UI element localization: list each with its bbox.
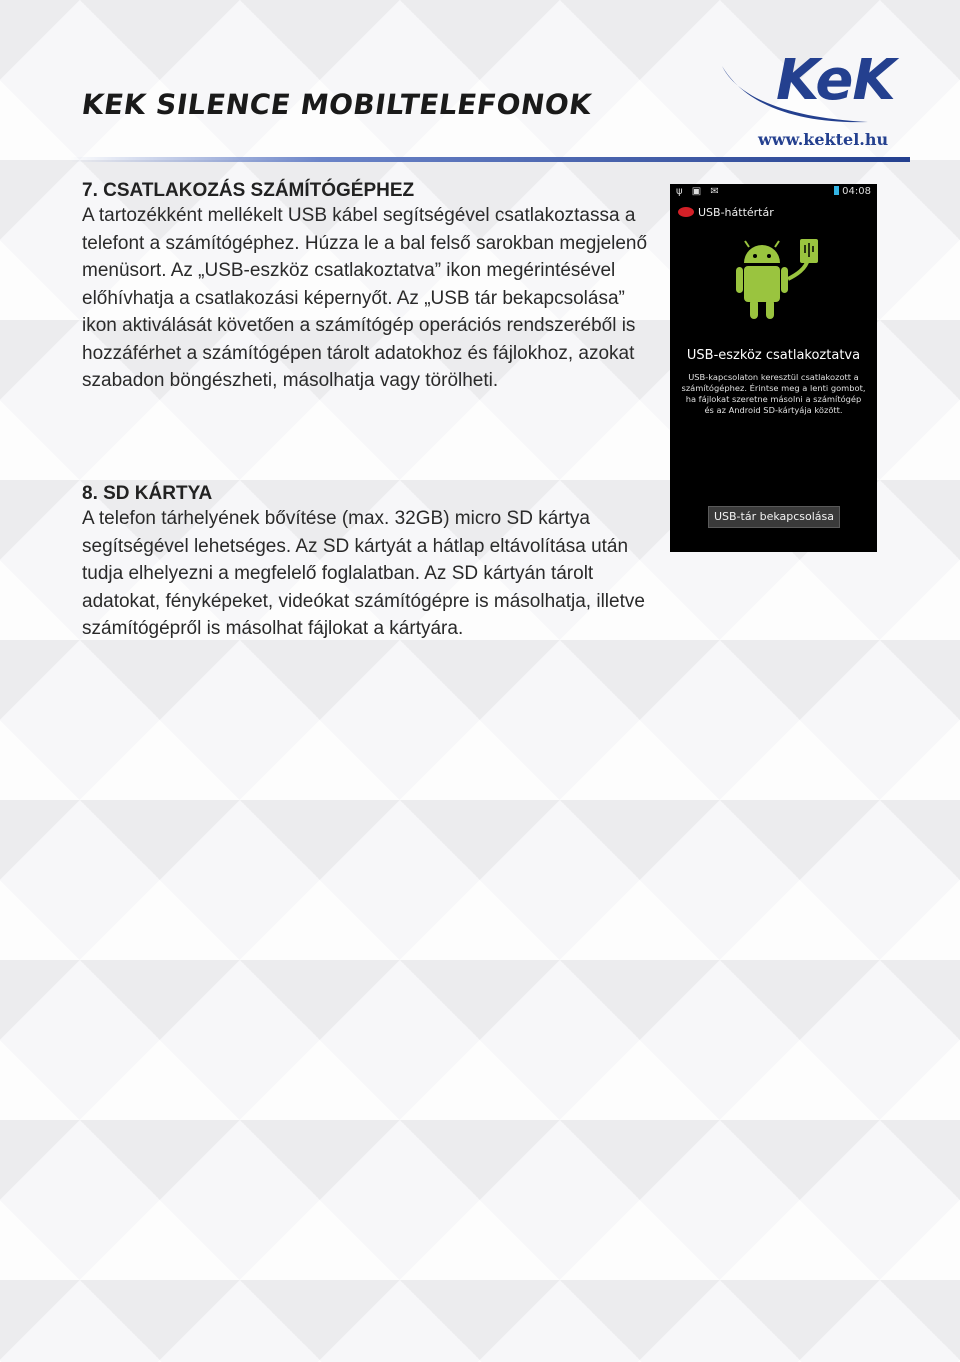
kek-logo [718, 48, 918, 158]
usb-storage-icon [678, 207, 694, 217]
screen-description: USB-kapcsolaton keresztül csatlakozott a számítógéphez. Érintse meg a lenti gombot, ha fájlokat szeretne másolni a számítógép és az Android SD-kártyája között. [681, 372, 866, 415]
header-divider [70, 157, 910, 162]
screen-title: USB-eszköz csatlakoztatva [686, 348, 861, 363]
section-body: A telefon tárhelyének bővítése (max. 32GB) micro SD kártya segítségével lehetséges. Az SD kártyát a hátlap eltávolítása után tudja elhelyezni a megfelelő foglalatban. Az SD kártyán tárolt adatokat, fényképeket, videókat számítógépre is másolhatja, illetve számítógépről is másolhat fájlokat a kártyára. [82, 508, 645, 639]
status-time: 04:08 [842, 186, 871, 197]
logo-wordmark: KeK [776, 48, 895, 113]
section-usb-connection [82, 180, 652, 395]
status-right [834, 186, 871, 197]
section-heading: 8. SD KÁRTYA [82, 483, 213, 504]
app-bar [678, 206, 774, 219]
section-body: A tartozékként mellékelt USB kábel segítségével csatlakoztassa a telefont a számítógéphez. Húzza le a bal felső sarokban megjelenő menüsort. Az „USB-eszköz csatlakoztatva” ikon megérintésével előhívhatja a csatlakozási képernyőt. Az „USB tár bekapcsolása” ikon aktiválását követően a számítógép operációs rendszeréből is hozzáférhet a számítógépen tárolt adatokhoz és fájlokhoz, azokat szabadon böngészheti, másolhatja vagy törölheti. [82, 205, 648, 391]
status-bar [670, 184, 877, 200]
battery-icon [834, 186, 839, 195]
logo-url: www.kektel.hu [758, 130, 889, 149]
status-icons: ψ ▣ ✉ [676, 186, 722, 197]
phone-screenshot [670, 184, 877, 552]
section-sd-card [82, 483, 652, 643]
app-title: USB-háttértár [698, 206, 774, 219]
usb-storage-on-button[interactable]: USB-tár bekapcsolása [708, 506, 840, 528]
android-usb-icon [736, 239, 828, 351]
document-title: KEK SILENCE MOBILTELEFONOK [79, 88, 594, 121]
section-heading: 7. CSATLAKOZÁS SZÁMÍTÓGÉPHEZ [82, 180, 415, 201]
